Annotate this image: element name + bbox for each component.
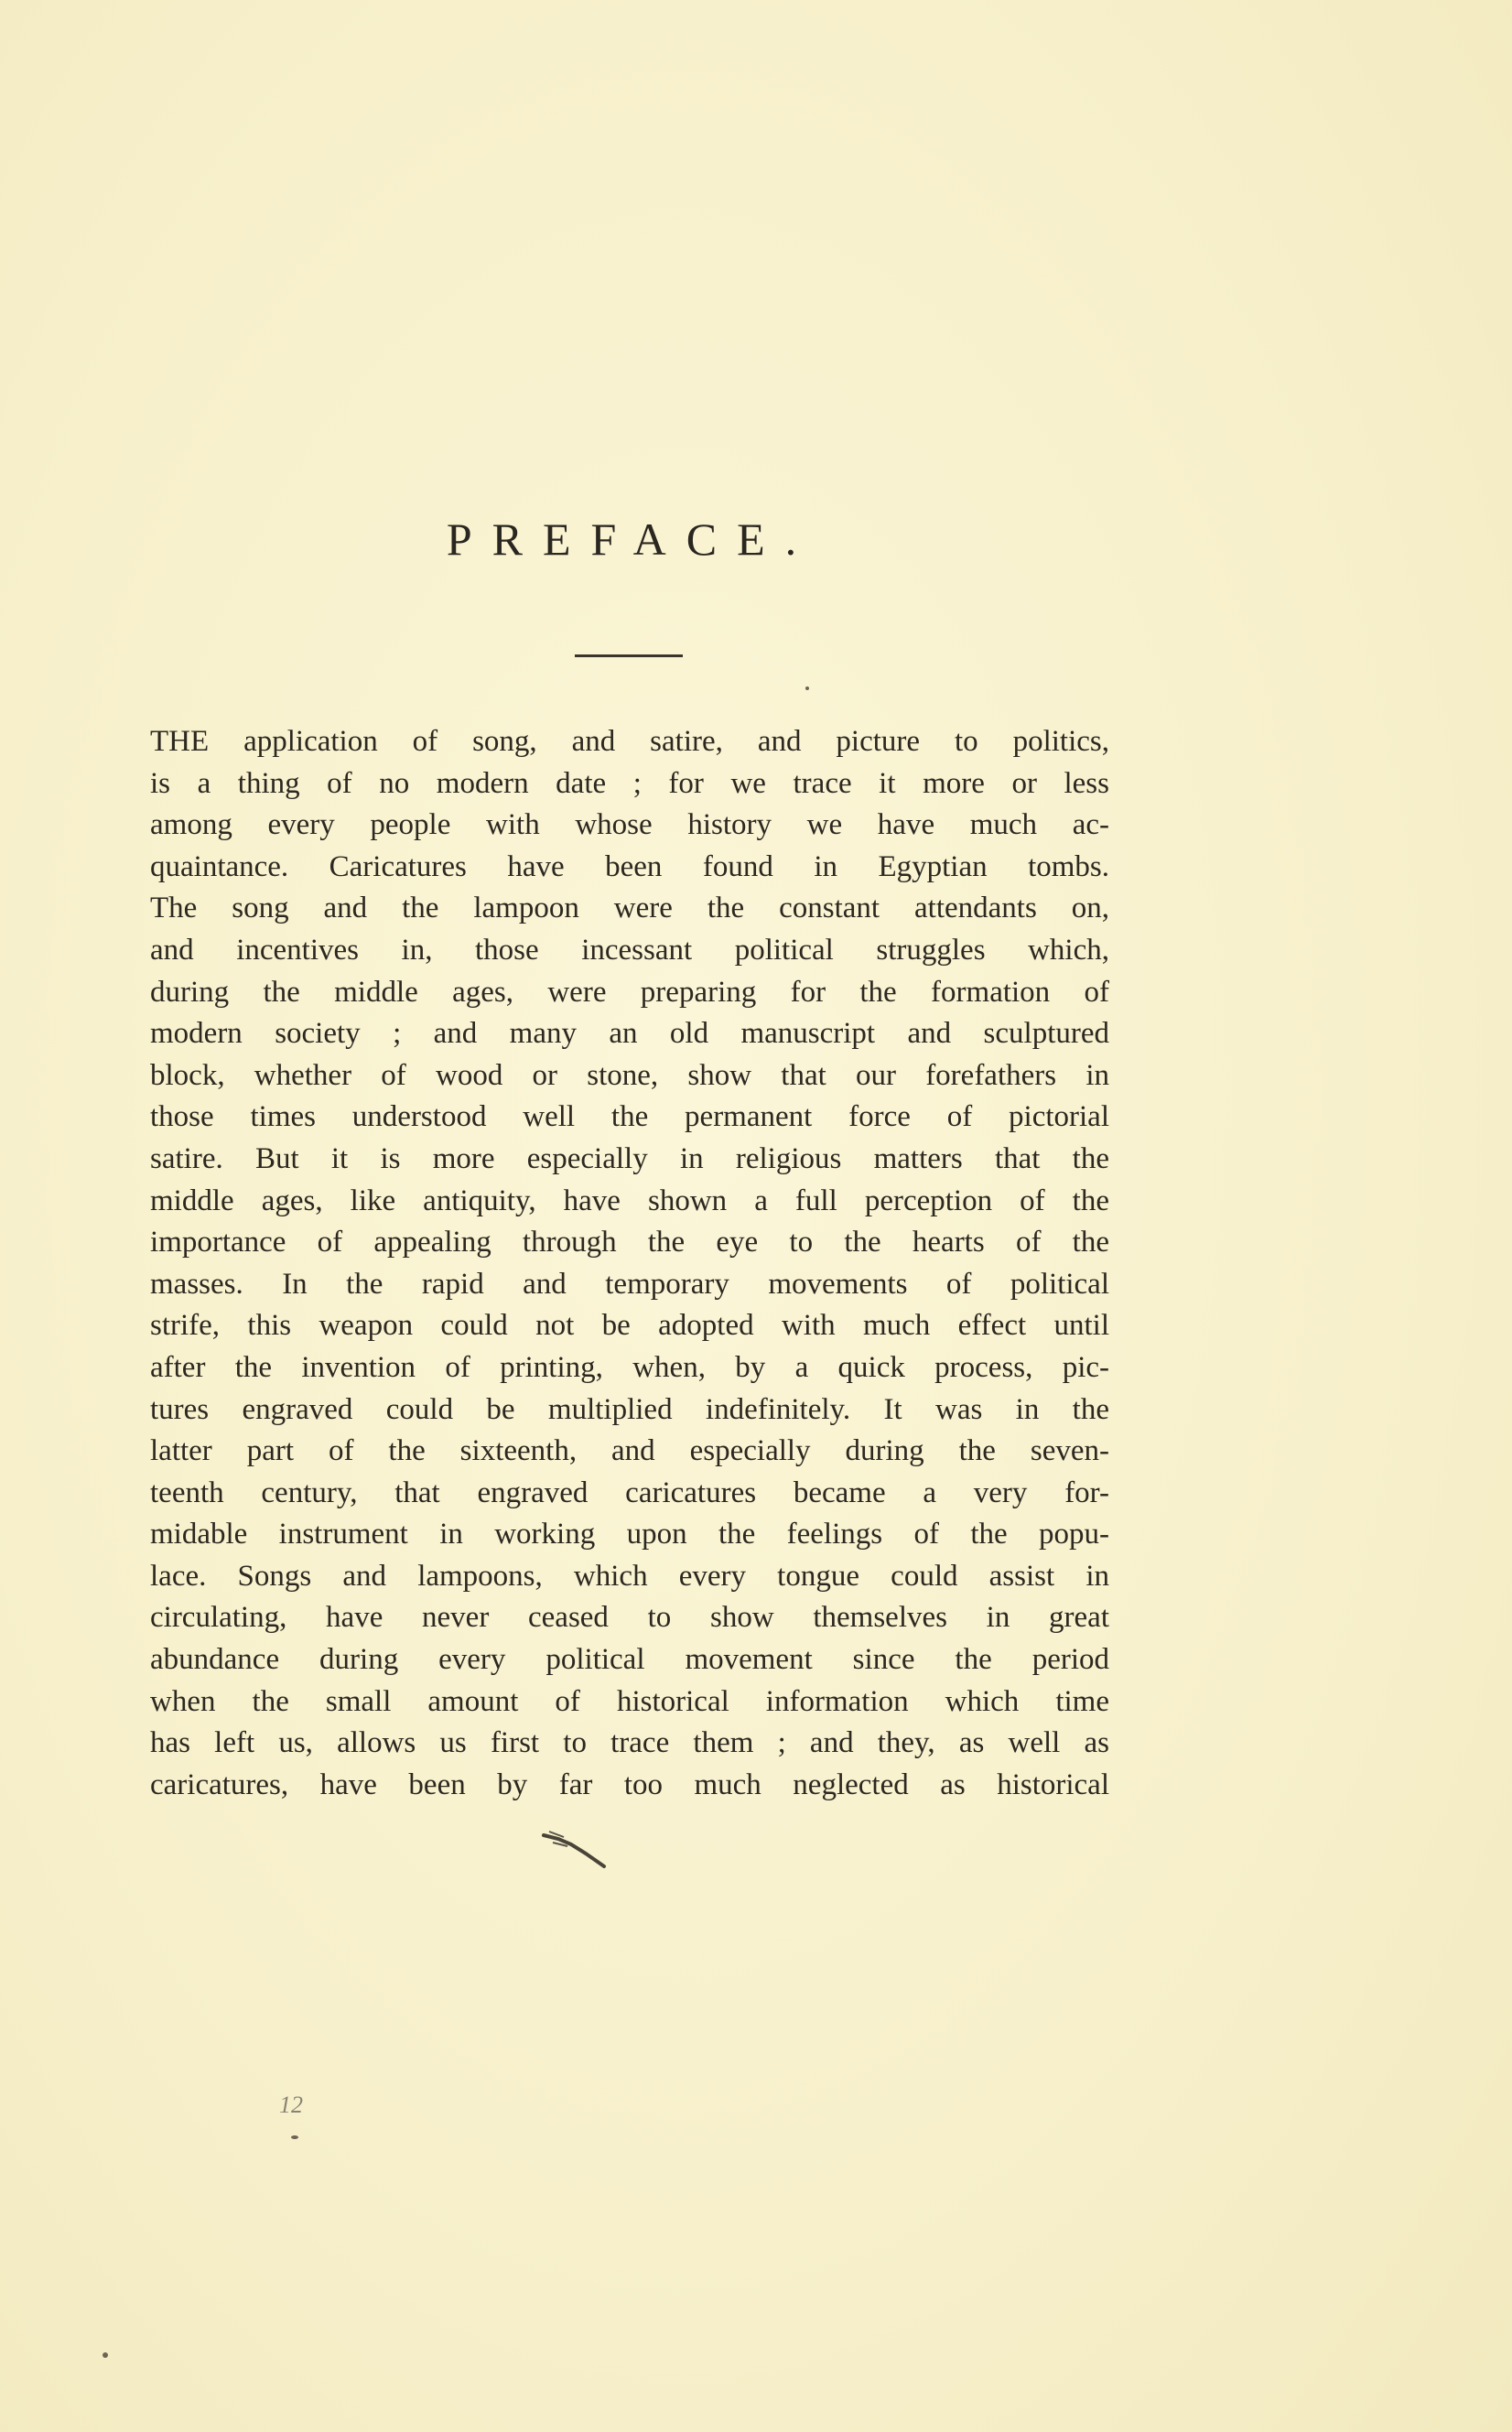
text-line: and incentives in, those incessant political struggles which, [150, 933, 1109, 967]
text-line: among every people with whose history we have much ac- [150, 808, 1109, 842]
text-line: strife, this weapon could not be adopted with much effect until [150, 1309, 1109, 1343]
text-line: has left us, allows us first to trace them ; and they, as well as [150, 1726, 1109, 1760]
text-line: abundance during every political movement since the period [150, 1643, 1109, 1677]
text-line: those times understood well the permanent force of pictorial [150, 1100, 1109, 1134]
text-line: circulating, have never ceased to show themselves in great [150, 1601, 1109, 1635]
text-line: lace. Songs and lampoons, which every tongue could assist in [150, 1559, 1109, 1593]
text-line: modern society ; and many an old manuscript and sculptured [150, 1017, 1109, 1051]
text-line: teenth century, that engraved caricatures became a very for- [150, 1475, 1109, 1509]
text-line: quaintance. Caricatures have been found in Egyptian tombs. [150, 849, 1109, 883]
text-line: tures engraved could be multiplied indefinitely. It was in the [150, 1392, 1109, 1426]
text-line: midable instrument in working upon the feelings of the popu- [150, 1518, 1109, 1551]
text-line: THE application of song, and satire, and picture to politics, [150, 725, 1109, 758]
ink-speck [805, 686, 809, 690]
text-line: after the invention of printing, when, by a quick process, pic- [150, 1350, 1109, 1384]
text-line: caricatures, have been by far too much neglected as historical [150, 1767, 1109, 1801]
text-line: block, whether of wood or stone, show that our forefathers in [150, 1058, 1109, 1092]
printer-flourish-icon [540, 1826, 613, 1872]
text-line: masses. In the rapid and temporary movements of political [150, 1267, 1109, 1301]
text-line: latter part of the sixteenth, and especially during the seven- [150, 1434, 1109, 1468]
ink-speck [291, 2135, 298, 2139]
text-line: importance of appealing through the eye to the hearts of the [150, 1226, 1109, 1259]
ink-speck [103, 2352, 108, 2358]
text-line: The song and the lampoon were the constant attendants on, [150, 892, 1109, 925]
page-title: PREFACE. [446, 513, 817, 565]
text-line: when the small amount of historical information which time [150, 1684, 1109, 1718]
text-line: is a thing of no modern date ; for we trace it more or less [150, 766, 1109, 800]
preface-body [150, 721, 1109, 1806]
text-line: middle ages, like antiquity, have shown a full perception of the [150, 1184, 1109, 1217]
text-line: during the middle ages, were preparing for the formation of [150, 975, 1109, 1009]
title-rule [575, 654, 683, 657]
text-line: satire. But it is more especially in religious matters that the [150, 1141, 1109, 1175]
handwritten-folio-note: 12 [279, 2092, 303, 2118]
